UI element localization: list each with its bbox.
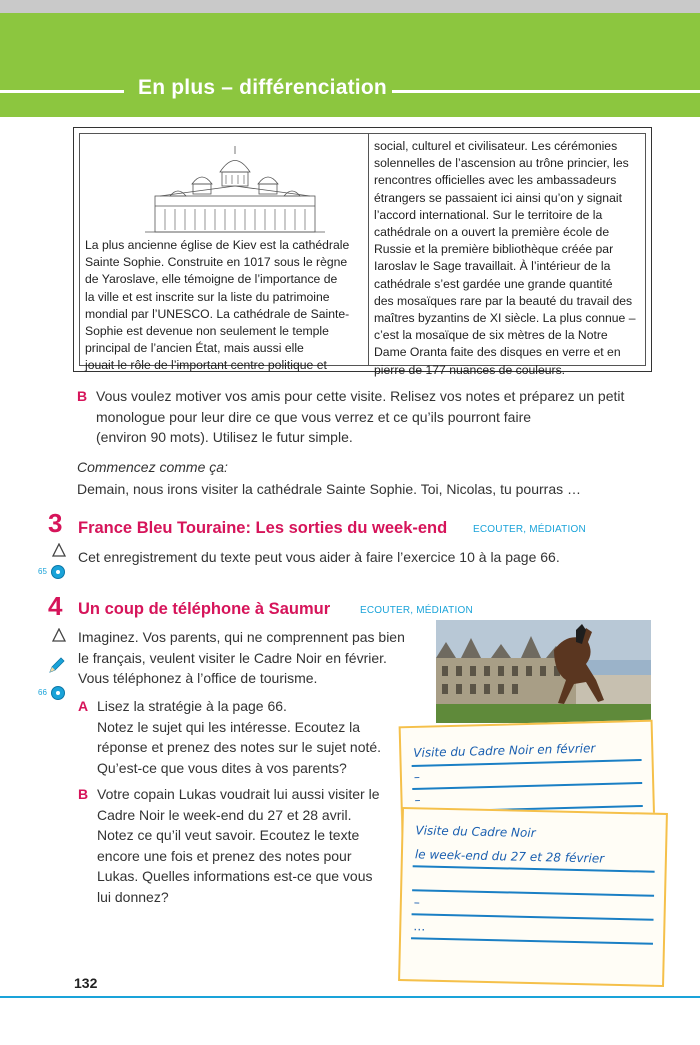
text-line: social, culturel et civilisateur. Les cérémonies [374, 139, 618, 153]
start-label: Commencez comme ça: [77, 459, 228, 475]
text-line: maîtres byzantins de XI siècle. La plus connue – [374, 311, 636, 326]
banner-line-right [392, 90, 700, 93]
text-line: Sainte Sophie. Construite en 1017 sous le règne [85, 255, 348, 270]
note-rule [412, 889, 654, 896]
text-line: solennelles de l’ascension au trône princier, les [374, 156, 629, 171]
text-line: Russie et la première bibliothèque créée par [374, 242, 614, 257]
header-banner [0, 13, 700, 117]
note-dash: – [413, 769, 421, 784]
footer-line [0, 996, 700, 998]
note-card-weekend [398, 807, 668, 987]
photo-image [436, 620, 651, 723]
text-line: Notez le sujet qui les intéresse. Ecoutez la [97, 718, 361, 735]
section-3-tag: ECOUTER, MÉDIATION [473, 524, 586, 535]
start-text: Demain, nous irons visiter la cathédrale Sainte Sophie. Toi, Nicolas, tu pourras … [77, 481, 581, 497]
task-b2-text [97, 784, 407, 907]
text-line: de Yaroslave, elle témoigne de l’importance de [85, 272, 338, 287]
cd-track-number: 65 [38, 567, 47, 576]
cathedral-illustration [140, 144, 330, 239]
text-line: Votre copain Lukas voudrait lui aussi visiter le [97, 786, 380, 802]
reading-text-inner-frame [79, 133, 646, 377]
note-dots: … [413, 919, 426, 934]
text-line: Cadre Noir le week-end du 27 et 28 avril. [97, 806, 352, 823]
text-line: étrangers se passaient ici ainsi qu’on y signait [374, 190, 622, 205]
text-line: Iaroslav le Sage travaillait. À l’intérieur de la [374, 259, 611, 274]
text-line: pierre de 177 nuances de couleurs. [374, 362, 566, 377]
task-b2-letter: B [78, 786, 89, 802]
cd-track-number: 66 [38, 688, 47, 697]
note-dash: – [414, 792, 421, 807]
text-line: Qu’est-ce que vous dites à vos parents? [97, 759, 347, 776]
note-title: Visite du Cadre Noir en février [413, 741, 596, 760]
text-line: Notez ce qu’il veut savoir. Ecoutez le texte [97, 827, 360, 843]
pencil-icon [48, 656, 66, 674]
task-a-text [97, 696, 407, 778]
section-4-tag: ECOUTER, MÉDIATION [360, 605, 473, 616]
text-line: cathédrale on a ouvert la première école de [374, 225, 610, 240]
text-line: (environ 90 mots). Utilisez le futur simple. [96, 429, 353, 445]
text-line: Vous téléphonez à l’office de tourisme. [78, 670, 318, 686]
text-line: mondial par l’UNESCO. La cathédrale de Sainte- [85, 306, 350, 321]
listening-triangle-icon [52, 628, 66, 642]
text-column-right [374, 138, 644, 379]
text-line: des mosaïques rare par la beauté du travail des [374, 293, 633, 308]
note-dash: – [413, 895, 421, 910]
text-line: Lukas. Quelles informations est-ce que vous [97, 868, 373, 884]
section-3-text: Cet enregistrement du texte peut vous aider à faire l’exercice 10 à la page 66. [78, 549, 560, 565]
text-line: Dame Oranta faite des disques en verre et en [374, 345, 621, 360]
text-line: La plus ancienne église de Kiev est la cathédrale [85, 238, 350, 252]
note-line-1: Visite du Cadre Noir [415, 823, 536, 841]
listening-triangle-icon [52, 543, 66, 557]
section-4-number: 4 [48, 591, 63, 621]
text-line: c’est la mosaïque de six mètres de la Notre [374, 328, 608, 343]
text-line: Lisez la stratégie à la page 66. [97, 698, 287, 714]
text-line: Sophie est devenue non seulement le temple [85, 324, 329, 339]
text-line: encore une fois et prenez des notes pour [97, 847, 352, 864]
text-line: cathédrale s’est gardée une grande quantité [374, 276, 613, 291]
text-line: réponse et prenez des notes sur le sujet noté. [97, 739, 382, 755]
note-line-2: le week-end du 27 et 28 février [414, 847, 605, 866]
task-b-letter: B [77, 388, 88, 404]
text-line: Imaginez. Vos parents, qui ne comprennent pas bien [78, 629, 405, 645]
section-3-title: France Bleu Touraine: Les sorties du week-end [78, 519, 448, 537]
text-column-left [85, 237, 363, 375]
note-rule [412, 913, 654, 920]
note-rule [412, 759, 642, 767]
top-edge [0, 0, 700, 13]
text-line: le français, veulent visiter le Cadre Noir en février. [78, 649, 387, 666]
page-number: 132 [74, 975, 98, 991]
text-line: Vous voulez motiver vos amis pour cette visite. Relisez vos notes et préparez un petit [96, 388, 625, 404]
text-line: rencontres officielles avec les ambassadeurs [374, 173, 617, 188]
note-rule [411, 937, 653, 944]
column-divider [368, 134, 369, 365]
text-line: principal de l’ancien État, mais aussi elle [85, 341, 304, 356]
cd-icon [51, 565, 65, 579]
task-b-text [96, 386, 656, 448]
section-4-intro [78, 627, 428, 689]
text-line: lui donnez? [97, 888, 169, 905]
text-line: la ville et est inscrite sur la liste du patrimoine [85, 289, 330, 304]
cd-icon [51, 686, 65, 700]
section-4-title: Un coup de téléphone à Saumur [78, 600, 331, 618]
note-rule [413, 865, 655, 872]
text-line: l’accord international. Sur le territoire de la [374, 207, 603, 222]
page-title: En plus – différenciation [138, 76, 387, 99]
note-rule [412, 782, 642, 790]
task-a-letter: A [78, 698, 89, 714]
horse-castle-photo [436, 620, 651, 723]
section-3-number: 3 [48, 508, 63, 538]
text-line: jouait le rôle de l’important centre politique et [85, 358, 327, 373]
text-line: monologue pour leur dire ce que vous verrez et ce qu’ils pourront faire [96, 408, 532, 425]
reading-text-box [73, 127, 652, 377]
banner-line-left [0, 90, 124, 93]
